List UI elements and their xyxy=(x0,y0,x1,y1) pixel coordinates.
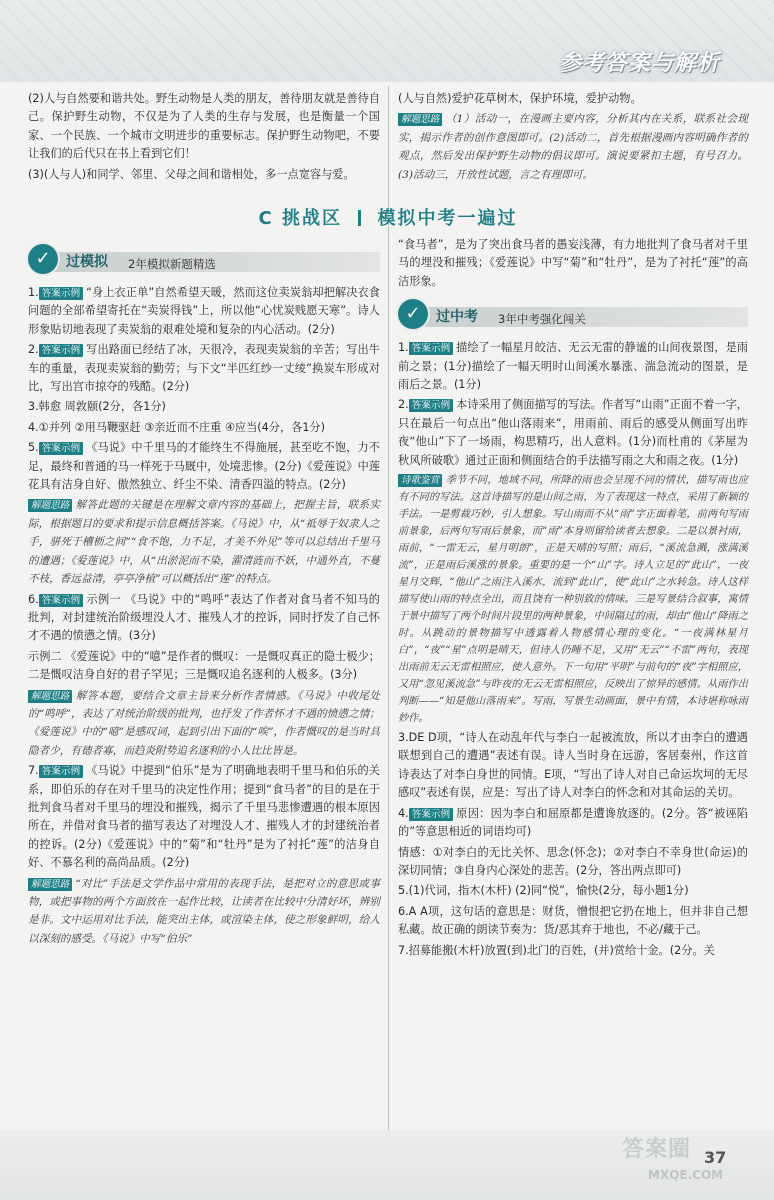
banner-exam xyxy=(398,299,748,333)
checkmark-icon: ✓ xyxy=(28,244,58,274)
paragraph: “食马者”，是为了突出食马者的愚妄浅薄，有力地批判了食马者对千里马的埋没和摧残；《爱莲说》中写“菊”和“牡丹”，是为了衬托“莲”的高洁形象。 xyxy=(398,238,748,288)
answer-r4b: 情感：①对李白的无比关怀、思念(怀念)；②对李白不幸身世(命运)的深切同情；③自身内心深处的悲苦。(2分，答出两点即可) xyxy=(398,845,748,877)
answer-r6: 6.A A项，这句话的意思是：财货，憎恨把它扔在地上，但并非自己想私藏。故正确的朗读节奏为：货/恶其弃于地也，不必/藏于己。 xyxy=(398,904,749,937)
idea-5: 解题思路 解答此题的关键是在理解文章内容的基础上，把握主旨，联系实际，根据题目的要求和提示信息概括答案。《马说》中，从“祗辱于奴隶人之手，骈死于槽枥之间”“食不饱，力不足，才美不外见”等可以总结出千里马的遭遇；《爱莲说》中，从“出淤泥而不染，濯清涟而不妖，中通外直，不蔓不枝，香远益清，亭亭净植”可以概括出“莲”的特点。 xyxy=(28,499,380,586)
page-number: 37 xyxy=(704,1148,727,1167)
tag-answer: 答案示例 xyxy=(39,287,83,300)
answer-7: 7. 答案示例 《马说》中提到“伯乐”是为了明确地表明千里马和伯乐的关系，即伯乐的存在对千里马的决定性作用；提到“食马者”的目的是在于批判食马者对千里马的埋没和摧残，揭示了千里马悲惨遭遇的根本原因所在，并借对食马者的描写表达了对埋没人才、摧残人才的封建统治者的控诉。(2分)《爱莲说》中的“菊”和“牡丹”是为了衬托“莲”的洁身自好、不慕名利的高尚品质。(2分) xyxy=(28,764,380,870)
tag-answer: 答案示例 xyxy=(409,342,453,355)
tag-answer: 答案示例 xyxy=(39,344,83,357)
banner-sub: 2年模拟新题精选 xyxy=(128,257,216,271)
banner-mock xyxy=(28,244,380,278)
section-prefix: C xyxy=(258,208,274,229)
answer-5: 5. 答案示例 《马说》中千里马的才能终生不得施展，甚至吃不饱，力不足，最终和普通的马一样死于马厩中，处境悲惨。(2分)《爱莲说》中莲花具有洁身自好、傲然独立、纤尘不染、清香四溢的特点。(2分) xyxy=(28,441,380,492)
answer-r1: 1. 答案示例 描绘了一幅星月皎洁、无云无雷的静谧的山间夜景图，是雨前之景；(1分)描绘了一幅天明时山间溪水暴涨、湍急流动的图景，是雨后之景。(1分) xyxy=(398,341,748,392)
answer-1: 1. 答案示例 “身上衣正单”自然希望天暖，然而这位卖炭翁却把解决衣食问题的全部希望寄托在“卖炭得钱”上，所以他“心忧炭贱愿天寒”。诗人形象贴切地表现了卖炭翁的艰难处境和复杂的内心活动。(2分) xyxy=(28,286,380,336)
answer-r2: 2. 答案示例 本诗采用了侧面描写的写法。作者写“山雨”正面不着一字，只在最后一句点出“他山落雨来”，用雨前、雨后的感受从侧面写出昨夜“他山”下了一场雨，构思精巧，出人意料。(1分)而杜甫的《茅屋为秋风所破歌》通过正面和侧面结合的手法描写雨之大和雨之夜。(1分) xyxy=(398,398,748,467)
banner-label: 过模拟 xyxy=(66,254,108,270)
answer-6b: 示例二 《爱莲说》中的“噫”是作者的慨叹：一是慨叹真正的隐士极少；二是慨叹洁身自好的君子罕见；三是慨叹追名逐利的人极多。(3分) xyxy=(28,649,380,682)
answer-r3: 3.DE D项，“诗人在动乱年代与李白一起被流放，所以才由李白的遭遇联想到自己的遭遇”表述有误。诗人当时身在远游，客居秦州，作这首诗表达了对李白身世的同情。E项，“写出了诗人对自己命运坎坷的无尽感叹”表述有误，应是：写出了诗人对李白的怀念和对其命运的关切。 xyxy=(398,731,748,800)
answer-2: 2. 答案示例 写出路面已经结了冰，天很冷，表现卖炭翁的辛苦；写出牛车的重量，表现卖炭翁的勤劳；与下文“半匹红纱一丈绫”换炭车形成对比，写出宫市掠夺的残酷。(2分) xyxy=(28,343,380,394)
paragraph: (2)人与自然要和谐共处。野生动物是人类的朋友，善待朋友就是善待自己。保护野生动物，不仅是为了人类的生存与发展，也是衡量一个国家、一个民族、一个城市文明进步的重要标志。保护野生动物吧，不要让我们的后代只在书上看到它们！ xyxy=(28,92,380,161)
right-top xyxy=(398,90,748,186)
left-top xyxy=(28,90,380,186)
header-title: 参考答案与解析 xyxy=(558,51,720,76)
section-bar xyxy=(358,210,361,226)
answer-r4: 4. 答案示例 原因：因为李白和屈原都是遭谗放逐的。(2分。答“被诬陷的”等意思相近的词语均可) xyxy=(398,806,748,839)
paragraph: 解题思路 （1）活动一，在漫画主要内容，分析其内在关系，联系社会现实，揭示作者的创作意图即可。(2)活动二，首先根据漫画内容明确作者的观点，然后发出保护野生动物的倡议即可。演说要紧扣主题，有号召力。(3)活动三，开放性试题，言之有理即可。 xyxy=(398,113,748,181)
tag-idea: 解题思路 xyxy=(28,499,72,512)
answer-r7: 7.招募能搬(木杆)放置(到)北门的百姓，(并)赏给十金。(2分。关 xyxy=(398,943,715,957)
tag-idea: 解题思路 xyxy=(398,113,442,126)
answer-r5: 5.(1)代词，指木(木杆) (2)同“悦”，愉快(2分，每小题1分) xyxy=(398,884,689,898)
watermark-url: MXQE.COM xyxy=(648,1168,724,1182)
idea-7: 解题思路 “对比”手法是文学作品中常用的表现手法，是把对立的意思或事物，或把事物的两个方面放在一起作比较，让读者在比较中分清好坏，辨别是非。文中运用对比手法，能突出主体，或渲染主体，使之形象鲜明，给人以深刻的感受。《马说》中写“伯乐” xyxy=(28,877,380,945)
tag-idea: 解题思路 xyxy=(28,878,72,891)
poem-appreciation: 诗歌鉴赏 季节不同，地域不同，所降的雨也会呈现不同的情状，描写雨也应有不同的写法。这首诗描写的是山间之雨，为了表现这一特点，采用了新颖的手法。一是剪裁巧妙，引人想象。写山雨而不从“雨”字正面着笔，前两句写雨前景象，后两句写雨后景象，而“雨”本身则留给读者去想象。二是以景衬雨，雨前，“一雷无云，星月明朗”，正是天晴的写照；雨后，“溪流急溅，涨满溪流”，正是雨后溪涨的景象。重要的是一个“山”字。诗人立足的“此山”，一夜星月交辉，“他山”之雨注入溪水，流到“此山”，使“此山”之水转急。诗人这样描写使山雨的特点全出，而且饶有一种别致的情味。三是写景结合叙事，寓情于景中描写了两个时间片段里的两种景象，中间隔过的雨，却由“他山”降雨之时。从跳动的景物描写中透露着人物感情心理的变化。“一夜满林星月白”，“夜”“星”点明是晴天，但诗人仍睡不足，又用“无云”“不雷”两句，表现出雨前无云无雷相照应，使人意外。下一句用“平明”与前句的“夜”字相照应，又用“忽见溪流急”与昨夜的无云无雷相照应，反映出了惊异的感情。从雨作出判断——“知是他山落雨来”。写雨，写景生动画面，景中有情，本诗堪称咏雨妙作。 xyxy=(398,475,748,725)
answer-3: 3.韩愈 周敦颐(2分，各1分) xyxy=(28,400,166,414)
right-column xyxy=(398,236,748,962)
tag-answer: 答案示例 xyxy=(409,399,453,412)
checkmark-icon: ✓ xyxy=(398,299,428,329)
tag-answer: 答案示例 xyxy=(409,808,453,821)
page-content xyxy=(28,86,748,1146)
tag-answer: 答案示例 xyxy=(39,594,83,607)
section-name-b: 模拟中考一遍过 xyxy=(377,208,518,229)
banner-label: 过中考 xyxy=(436,309,478,326)
paragraph: (3)(人与人)和同学、邻里、父母之间和谐相处，多一点宽容与爱。 xyxy=(28,167,355,181)
section-name-a: 挑战区 xyxy=(281,208,342,229)
column-divider xyxy=(388,86,389,1138)
tag-answer: 答案示例 xyxy=(39,442,83,455)
answer-6: 6. 答案示例 示例一 《马说》中的“鸣呼”表达了作者对食马者不知马的批判，对封建统治阶级埋没人才、摧残人才的控诉，同时抒发了自己怀才不遇的愤懑之情。(3分) xyxy=(28,592,380,643)
paragraph: (人与自然)爱护花草树木，保护环境，爱护动物。 xyxy=(398,92,642,105)
idea-6: 解题思路 解答本题，要结合文章主旨来分析作者情感。《马说》中收尾处的“鸣呼”，表达了对统治阶级的批判，也抒发了作者怀才不遇的愤懑之情；《爱莲说》中的“噫”是感叹词，起到引出下面的“唉”，作者慨叹的是当时具隐者少，有德者寡，而趋炎附势追名逐利的小人比比皆是。 xyxy=(28,689,380,757)
tag-poem: 诗歌鉴赏 xyxy=(398,474,442,487)
answer-4: 4.①并列 ②用马鞭驱赶 ③亲近而不庄重 ④应当(4分，各1分) xyxy=(28,420,325,434)
left-column xyxy=(28,236,380,950)
section-title xyxy=(28,204,748,230)
tag-answer: 答案示例 xyxy=(39,765,83,778)
tag-idea: 解题思路 xyxy=(28,690,72,703)
banner-sub: 3年中考强化闯关 xyxy=(498,312,586,327)
watermark-logo: 答案圈 xyxy=(622,1137,692,1162)
